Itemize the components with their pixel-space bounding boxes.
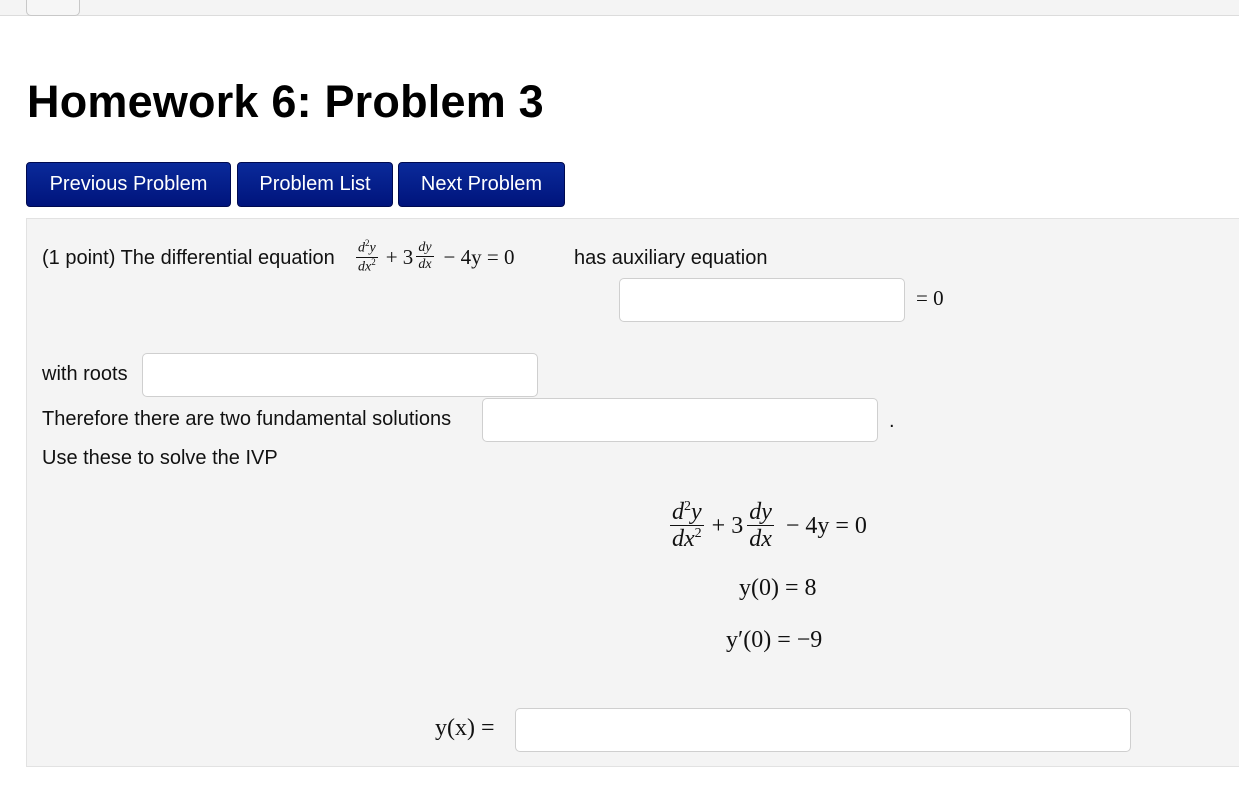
display-dy-dx: $\frac{dy}{dx}$ <box>749 498 772 552</box>
inline-d2y-dx2: $\frac{d^2y}{dx^2}$ <box>358 238 376 275</box>
top-tab[interactable] <box>26 0 80 16</box>
problem-intro: (1 point) The differential equation <box>42 247 335 269</box>
inline-dy-dx: $\frac{dy}{dx}$ <box>418 240 432 273</box>
top-bar <box>0 0 1239 16</box>
ivp-prompt: Use these to solve the IVP <box>42 447 278 469</box>
fundamental-solutions-input[interactable] <box>482 398 878 442</box>
inline-ode: $\frac{d^2y}{dx^2}$ + 3 $\frac{dy}{dx}$ − 4y = 0 <box>358 238 515 275</box>
roots-input[interactable] <box>142 353 538 397</box>
yx-input[interactable] <box>515 708 1131 752</box>
initial-condition-2: y′(0) = −9 <box>726 627 823 653</box>
problem-list-button[interactable]: Problem List <box>237 162 393 207</box>
display-ode-tail: − 4y = 0 <box>785 512 867 539</box>
period: . <box>889 410 895 432</box>
inline-ode-tail: − 4y = 0 <box>443 244 515 269</box>
auxiliary-equation-input[interactable] <box>619 278 905 322</box>
yx-label: y(x) = <box>435 715 495 741</box>
previous-problem-button[interactable]: Previous Problem <box>26 162 231 207</box>
roots-label: with roots <box>42 363 128 385</box>
aux-equation-label: has auxiliary equation <box>574 247 768 269</box>
display-d2y-dx2: $\frac{d^2y}{dx^2}$ <box>672 498 702 552</box>
fundamental-solutions-label: Therefore there are two fundamental solutions <box>42 408 452 430</box>
page-title: Homework 6: Problem 3 <box>27 76 544 127</box>
aux-eq-zero: = 0 <box>916 286 944 310</box>
next-problem-button[interactable]: Next Problem <box>398 162 565 207</box>
initial-condition-1: y(0) = 8 <box>739 575 817 601</box>
display-ode: $\frac{d^2y}{dx^2}$ + 3 $\frac{dy}{dx}$ − 4y = 0 <box>672 498 867 552</box>
